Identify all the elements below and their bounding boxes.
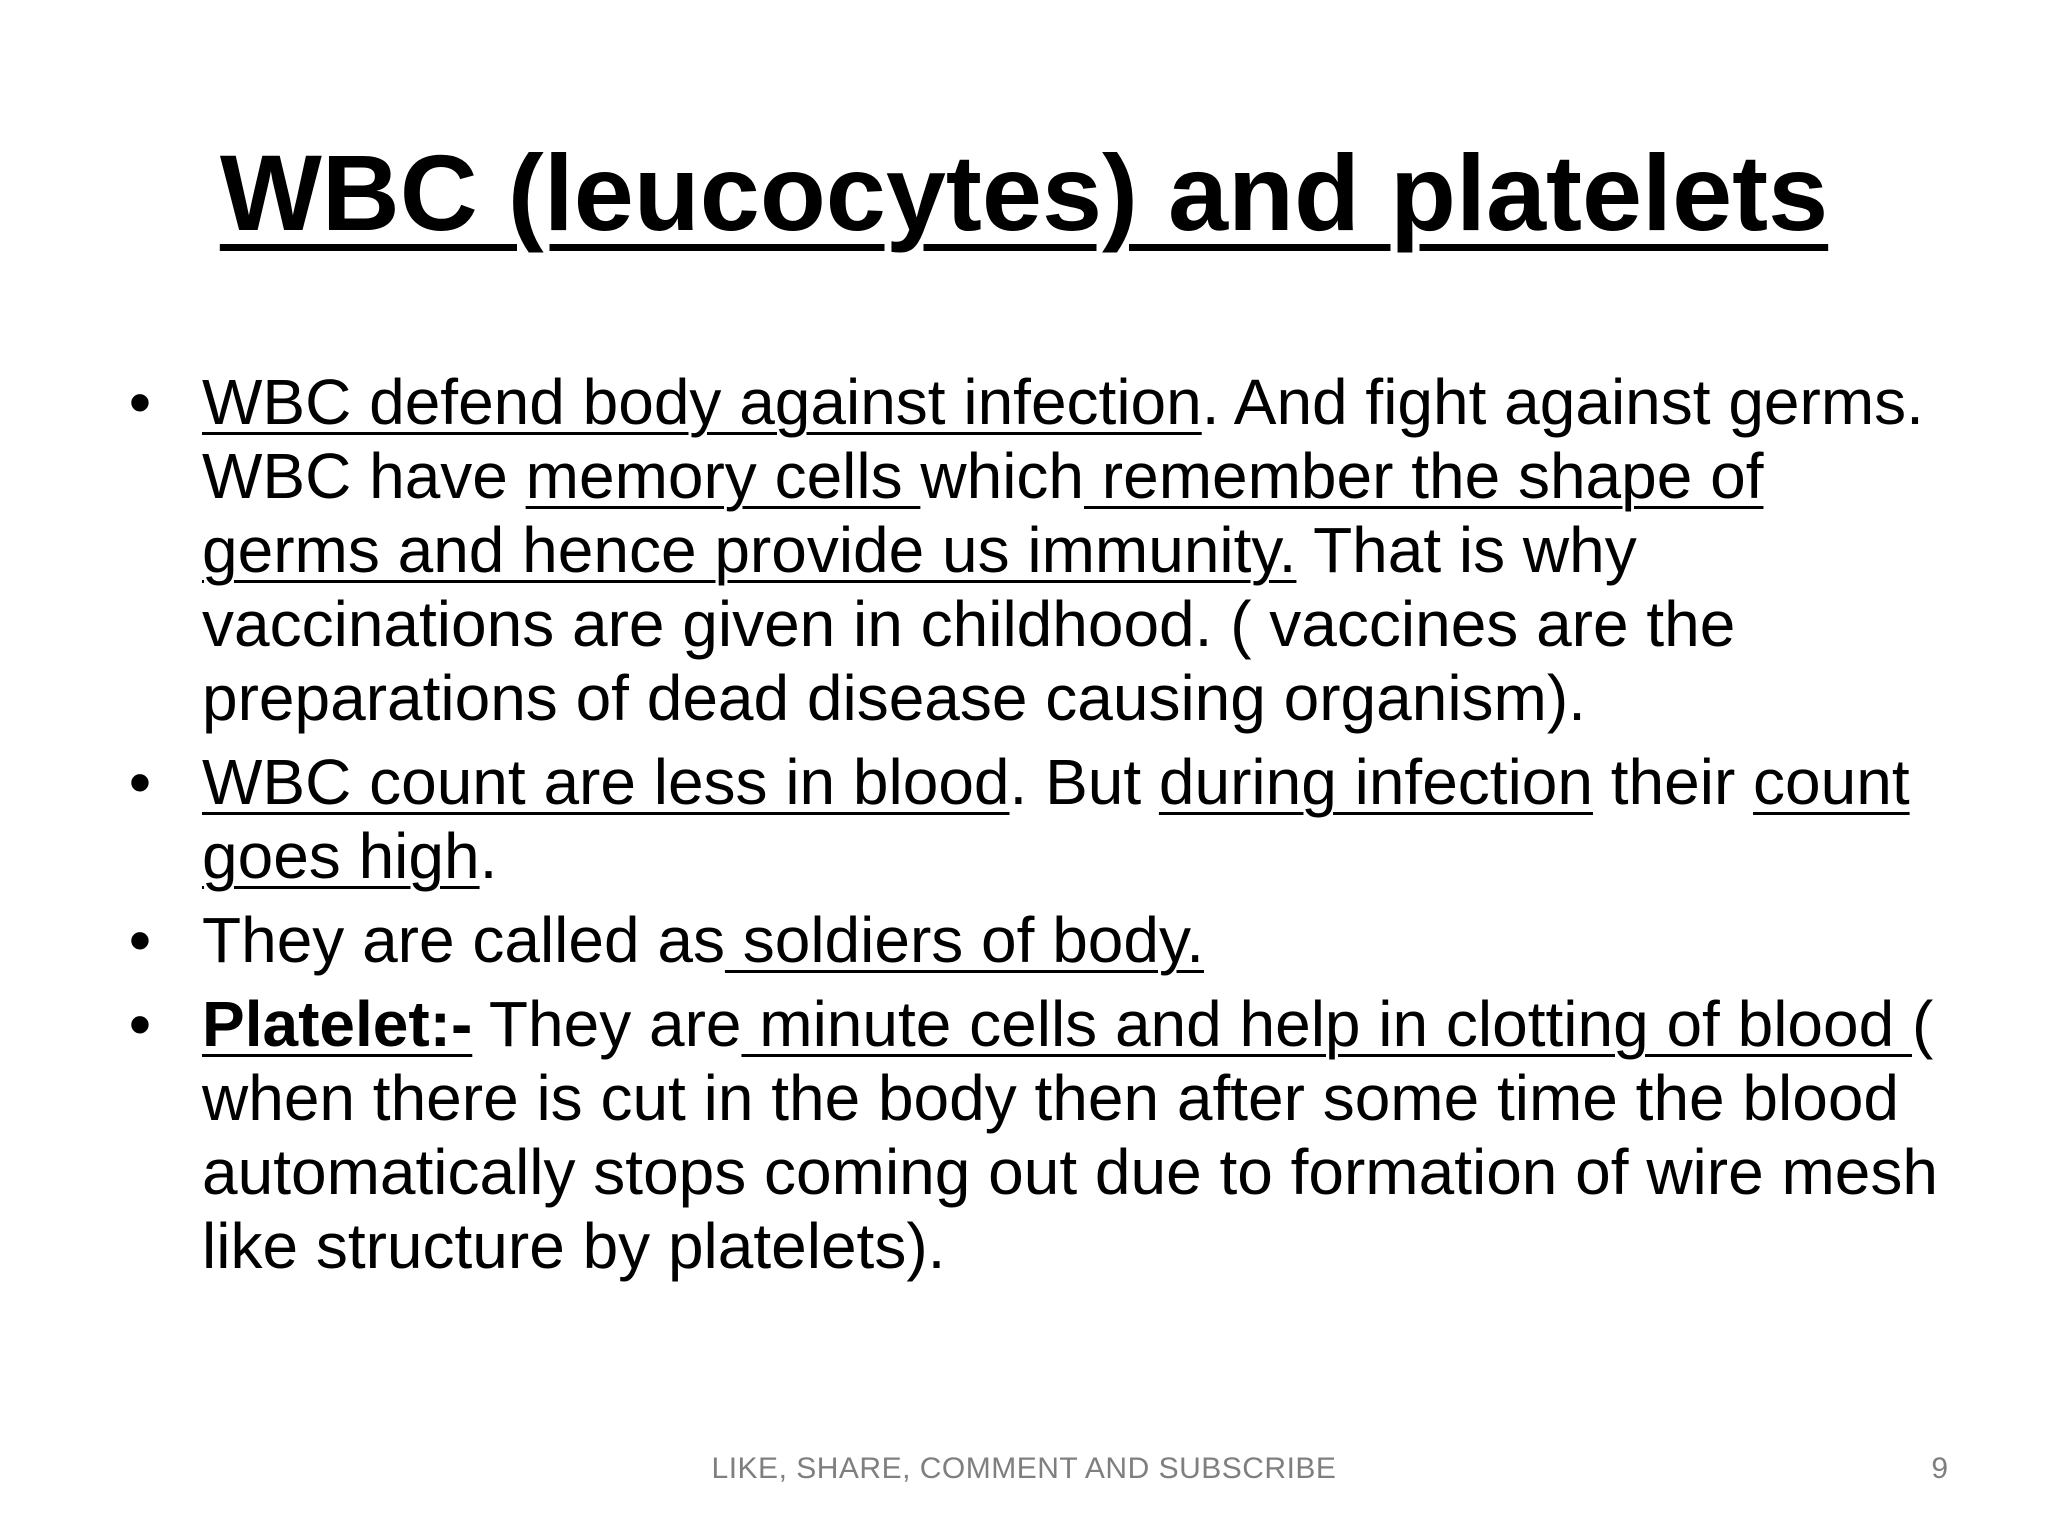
bullet-list: [120, 365, 1950, 1293]
text-segment: their: [1592, 746, 1754, 818]
text-segment: They are: [472, 988, 742, 1060]
bullet-text: [202, 988, 1938, 1282]
text-segment: ( when there is cut in the body then after some time the blood automatically stops coming out due to formation of wire mesh like structure by platelets).: [202, 988, 1938, 1282]
bullet-item: [120, 903, 1950, 977]
bullet-dot-icon: •: [128, 366, 152, 438]
text-segment: Platelet:-: [202, 988, 473, 1060]
text-segment: . And fight against germs. WBC have: [202, 366, 1924, 512]
slide-title-text: WBC (leucocytes) and platelets: [219, 132, 1829, 253]
text-segment: memory cells: [525, 440, 921, 512]
page-number: 9: [1931, 1452, 1948, 1485]
text-segment: They are called as: [202, 904, 725, 976]
text-segment: remember the shape of germs and hence provide us immunity.: [202, 440, 1764, 586]
text-segment: minute cells and help in clotting of blood: [741, 988, 1912, 1060]
text-segment: WBC defend body against infection: [202, 366, 1202, 438]
text-segment: which: [920, 440, 1084, 512]
bullet-item: [120, 745, 1950, 893]
bullet-dot-icon: •: [128, 988, 152, 1060]
bullet-item: [120, 365, 1950, 735]
bullet-item: [120, 987, 1950, 1283]
text-segment: . But: [1009, 746, 1159, 818]
text-segment: during infection: [1158, 746, 1593, 818]
text-segment: count goes high: [202, 746, 1910, 892]
slide-title: [0, 128, 2048, 258]
text-segment: .: [479, 820, 498, 892]
text-segment: That is why vaccinations are given in childhood. ( vaccines are the preparations of dead disease causing organism).: [202, 514, 1736, 734]
bullet-dot-icon: •: [128, 746, 152, 818]
bullet-text: [202, 366, 1924, 734]
bullet-text: [202, 746, 1910, 892]
bullet-dot-icon: •: [128, 904, 152, 976]
text-segment: WBC count are less in blood: [202, 746, 1010, 818]
slide-footer: LIKE, SHARE, COMMENT AND SUBSCRIBE: [711, 1452, 1337, 1485]
bullet-text: [202, 904, 1204, 976]
text-segment: soldiers of body.: [724, 904, 1204, 976]
